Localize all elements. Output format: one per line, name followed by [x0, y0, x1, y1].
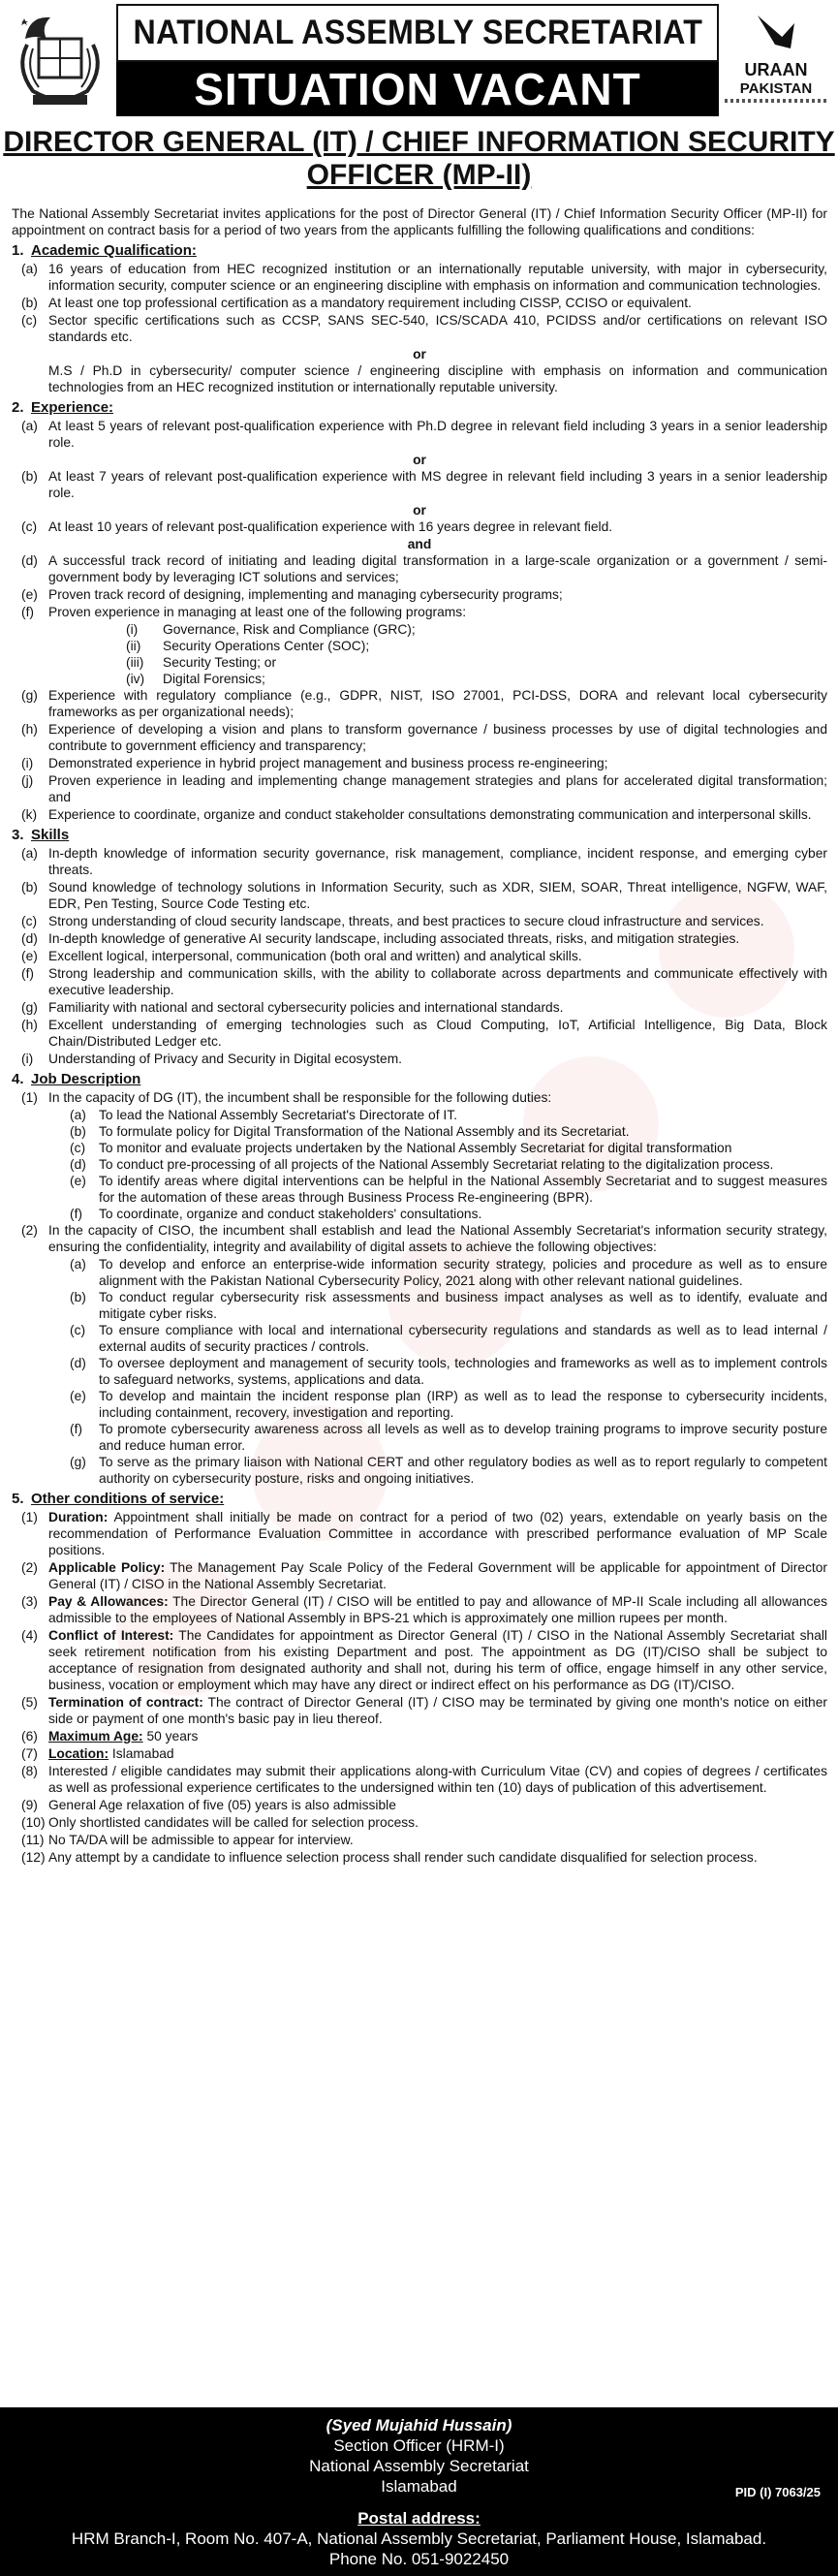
- sub-item-text: To conduct pre-processing of all projects of the National Assembly Secretariat relating to the digitalization process.: [99, 1157, 774, 1172]
- header: [0, 0, 838, 118]
- list-item-text: Strong understanding of cloud security landscape, threats, and best practices to secure cloud infrastructure and services.: [48, 914, 764, 928]
- section-title: Experience:: [31, 399, 114, 416]
- list-item: (e) Proven track record of designing, implementing and managing cybersecurity programs;: [12, 586, 827, 603]
- list-item-text: Proven track record of designing, implementing and managing cybersecurity programs;: [48, 587, 563, 602]
- sub-item-text: To identify areas where digital interventions can be helpful in the National Assembly Secretariat and to suggest measures for the automation of these areas through Business Process Re-engineering (BPR).: [99, 1174, 827, 1205]
- sub-item: (d) To conduct pre-processing of all projects of the National Assembly Secretariat relating to the digitalization process.: [70, 1156, 827, 1173]
- condition-label: Maximum Age:: [48, 1729, 143, 1744]
- list-item-text: In the capacity of CISO, the incumbent shall establish and lead the National Assembly Secretariat's information security strategy, ensuring the confidentiality, integrity and availability of digital assets to achieve the following objectives:: [48, 1223, 827, 1254]
- sub-item: (c) To monitor and evaluate projects undertaken by the National Assembly Secretariat for digital transformation: [70, 1140, 827, 1156]
- list-item: (12) Any attempt by a candidate to influence selection process shall render such candidate disqualified for selection process.: [12, 1849, 827, 1866]
- signatory-city: Islamabad: [381, 2477, 457, 2496]
- address-line: HRM Branch-I, Room No. 407-A, National Assembly Secretariat, Parliament House, Islamabad.: [71, 2529, 767, 2548]
- sub-item-text: To serve as the primary liaison with National CERT and other regulatory bodies as well as to report regularly to competent authority on cybersecurity posture, risks and ongoing initiatives.: [99, 1455, 827, 1486]
- list-item-text: In-depth knowledge of generative AI security landscape, including associated threats, risks, and mitigation strategies.: [48, 931, 740, 946]
- phone-line: Phone No. 051-9022450: [328, 2550, 510, 2568]
- list-item-text: General Age relaxation of five (05) years is also admissible: [48, 1798, 396, 1812]
- list-item-text: Experience to coordinate, organize and conduct stakeholder consultations demonstrating communication and interpersonal skills.: [48, 807, 812, 822]
- list-item: (d) A successful track record of initiating and leading digital transformation in a large-scale organization or a government / semi-government body by leveraging ICT solutions and services;: [21, 553, 827, 584]
- footer-band: [0, 2407, 838, 2576]
- signatory-designation: Section Officer (HRM-I): [333, 2436, 505, 2455]
- list-item-text: Excellent understanding of emerging technologies such as Cloud Computing, IoT, Artificial Intelligence, Big Data, Block Chain/Distributed Ledger etc.: [48, 1018, 827, 1049]
- signature-block: [0, 2415, 838, 2497]
- sub-item-text: To coordinate, organize and conduct stakeholders' consultations.: [99, 1207, 482, 1221]
- list-item: (j) Proven experience in leading and implementing change management strategies and plans for accelerated digital transformation; and: [21, 773, 827, 804]
- sub-item: (d) To oversee deployment and management of security tools, technologies and frameworks as well as to implement controls to safeguard networks, systems, applications and data.: [70, 1356, 827, 1387]
- list-item-text: Excellent logical, interpersonal, communication (both oral and written) and analytical skills.: [48, 949, 582, 963]
- state-emblem-icon: [8, 6, 112, 110]
- list-item-text: Only shortlisted candidates will be called for selection process.: [48, 1815, 419, 1830]
- condition-label: Pay & Allowances:: [48, 1594, 169, 1609]
- sub-item-text: To monitor and evaluate projects undertaken by the National Assembly Secretariat for digital transformation: [99, 1141, 732, 1155]
- postal-label: Postal address:: [357, 2509, 481, 2528]
- list-item: (c) Strong understanding of cloud security landscape, threats, and best practices to secure cloud infrastructure and services.: [12, 913, 827, 929]
- advertisement-body: [12, 205, 827, 1867]
- list-item: (e) Excellent logical, interpersonal, communication (both oral and written) and analytical skills.: [12, 948, 827, 964]
- condition-text: Islamabad: [109, 1746, 174, 1761]
- list-item: (6) Maximum Age: 50 years: [21, 1729, 199, 1744]
- list-item: (5) Termination of contract: The contract of Director General (IT) / CISO may be terminated by giving one month's notice on either side or payment of one month's basic pay in lieu thereof.: [21, 1695, 827, 1726]
- condition-text: The Director General (IT) / CISO will be entitled to pay and allowance of MP-II Scale including all allowances admissible to the employees of National Assembly in BPS-21 which is approximately one million rupees per month.: [48, 1594, 828, 1625]
- list-item-text: Interested / eligible candidates may submit their applications along-with Curriculum Vitae (CV) and copies of degrees / certificates as well as professional experience certificates to the undersigned within ten (10) days of publication of this advertisement.: [48, 1764, 827, 1795]
- list-item-text: Proven experience in managing at least one of the following programs:: [48, 605, 467, 619]
- sub-item-text: To develop and enforce an enterprise-wide information security strategy, policies and procedure as well as to ensure alignment with the Pakistan National Cybersecurity Policy, 2021 along with other relevant national guidelines.: [99, 1257, 827, 1288]
- list-item: (b) At least 7 years of relevant post-qualification experience with MS degree in relevant field including 3 years in a senior leadership role.: [21, 469, 827, 500]
- section-title: Job Description: [31, 1071, 141, 1087]
- or-separator: or: [413, 453, 426, 467]
- list-item: (a) In-depth knowledge of information security governance, risk management, compliance, incident response, and emerging cyber threats.: [21, 846, 827, 877]
- signatory-name: (Syed Mujahid Hussain): [326, 2416, 512, 2435]
- sub-item-text: Security Testing; or: [163, 655, 277, 670]
- list-item-text: Understanding of Privacy and Security in Digital ecosystem.: [48, 1052, 403, 1066]
- section-title: Academic Qualification:: [31, 242, 197, 259]
- list-item: (f) Proven experience in managing at least one of the following programs:: [12, 604, 827, 620]
- list-item-text: Proven experience in leading and implementing change management strategies and plans for accelerated digital transformation; and: [48, 773, 827, 804]
- sub-item: (a) To develop and enforce an enterprise-wide information security strategy, policies and procedure as well as to ensure alignment with the Pakistan National Cybersecurity Policy, 2021 along with other relevant national guidelines.: [70, 1257, 827, 1288]
- sub-item-text: To oversee deployment and management of security tools, technologies and frameworks as well as to implement controls to safeguard networks, systems, applications and data.: [99, 1356, 827, 1387]
- section-heading-job-description: [12, 1071, 827, 1087]
- condition-text: Appointment shall initially be made on contract for a period of two (02) years, extendable on yearly basis on the recommendation of Performance Evaluation Committee in accordance with prescribed performance evaluation of MP Scale positions.: [48, 1510, 827, 1557]
- list-item-text: No TA/DA will be admissible to appear for interview.: [48, 1833, 354, 1847]
- and-separator: and: [407, 537, 432, 551]
- list-item: (1) In the capacity of DG (IT), the incumbent shall be responsible for the following duties:: [12, 1089, 827, 1106]
- sub-item: (e) To identify areas where digital interventions can be helpful in the National Assembly Secretariat and to suggest measures for the automation of these areas through Business Process Re-engineering (BPR).: [70, 1174, 827, 1205]
- list-item-text: Demonstrated experience in hybrid project management and business process re-engineering;: [48, 756, 608, 770]
- org-name-box: [116, 4, 719, 62]
- post-title: DIRECTOR GENERAL (IT) / CHIEF INFORMATION SECURITY OFFICER (MP-II): [3, 126, 835, 191]
- pid-number: PID (I) 7063/25: [734, 2485, 821, 2499]
- sub-item-text: To promote cybersecurity awareness across all levels as well as to develop training programs to improve security posture and reduce human error.: [99, 1422, 827, 1453]
- org-name: NATIONAL ASSEMBLY SECRETARIAT: [133, 14, 702, 51]
- list-item: (h) Excellent understanding of emerging technologies such as Cloud Computing, IoT, Artificial Intelligence, Big Data, Block Chain/Distributed Ledger etc.: [21, 1018, 827, 1049]
- list-item-text: Any attempt by a candidate to influence selection process shall render such candidate disqualified for selection process.: [48, 1850, 758, 1865]
- list-item: (2) Applicable Policy: The Management Pay Scale Policy of the Federal Government will be applicable for appointment of Director General (IT) / CISO in the National Assembly Secretariat.: [21, 1560, 827, 1591]
- sub-item: (f) To promote cybersecurity awareness across all levels as well as to develop training programs to improve security posture and reduce human error.: [70, 1422, 827, 1453]
- list-item: (7) Location: Islamabad: [21, 1746, 174, 1761]
- sub-item-text: Digital Forensics;: [163, 672, 265, 686]
- uraan-line2: PAKISTAN: [739, 80, 813, 97]
- section-heading-other-conditions: [12, 1491, 827, 1507]
- section-number: 2.: [12, 399, 24, 416]
- situation-vacant-banner: [116, 62, 719, 116]
- sub-item: (b) To conduct regular cybersecurity risk assessments and business impact analyses as well as to identify, evaluate and mitigate cyber risks.: [70, 1290, 827, 1321]
- list-item: (1) Duration: Appointment shall initially be made on contract for a period of two (02) years, extendable on yearly basis on the recommendation of Performance Evaluation Committee in accordance with prescribed performance evaluation of MP Scale positions.: [21, 1510, 827, 1557]
- section-heading-skills: [12, 827, 827, 843]
- condition-text: The contract of Director General (IT) / CISO may be terminated by giving one month's notice on either side or payment of one month's basic pay in lieu thereof.: [48, 1695, 827, 1726]
- list-item-text: Familiarity with national and sectoral cybersecurity policies and international standards.: [48, 1000, 564, 1015]
- list-item: (i) Demonstrated experience in hybrid project management and business process re-engineering;: [12, 755, 827, 771]
- list-item-text: At least one top professional certification as a mandatory requirement including CISSP, CCISO or equivalent.: [48, 296, 692, 310]
- sub-item: (c) To ensure compliance with local and international cybersecurity regulations and standards as well as to lead internal / external audits of security practices / controls.: [70, 1323, 827, 1354]
- list-item: (h) Experience of developing a vision and plans to transform governance / business processes by use of digital technologies and contribute to government efficiency and transparency;: [21, 722, 827, 753]
- list-item-text: At least 5 years of relevant post-qualification experience with Ph.D degree in relevant field including 3 years in a senior leadership role.: [48, 419, 827, 450]
- sub-item: (iv) Digital Forensics;: [126, 672, 265, 686]
- list-item: (10) Only shortlisted candidates will be called for selection process.: [12, 1814, 827, 1831]
- list-item-text: Sector specific certifications such as CCSP, SANS SEC-540, ICS/SCADA 410, PCIDSS and/or certifications on relevant ISO standards etc.: [48, 313, 827, 344]
- sub-item-text: To formulate policy for Digital Transformation of the National Assembly and its Secretariat.: [99, 1124, 630, 1139]
- section-title: Other conditions of service:: [31, 1491, 225, 1507]
- condition-label: Applicable Policy:: [48, 1560, 166, 1575]
- list-item: (b) At least one top professional certification as a mandatory requirement including CISSP, CCISO or equivalent.: [12, 295, 827, 311]
- postal-address: [0, 2508, 838, 2569]
- section-number: 1.: [12, 242, 24, 259]
- list-item-text: Experience with regulatory compliance (e.g., GDPR, NIST, ISO 27001, PCI-DSS, DORA and relevant local cybersecurity frameworks as per organizational needs);: [48, 688, 827, 719]
- list-item: (k) Experience to coordinate, organize and conduct stakeholder consultations demonstrating communication and interpersonal skills.: [12, 806, 827, 823]
- list-item: (c) Sector specific certifications such as CCSP, SANS SEC-540, ICS/SCADA 410, PCIDSS and/or certifications on relevant ISO standards etc.: [21, 313, 827, 344]
- list-item-text: At least 7 years of relevant post-qualification experience with MS degree in relevant field including 3 years in a senior leadership role.: [48, 469, 827, 500]
- list-item: (g) Familiarity with national and sectoral cybersecurity policies and international standards.: [12, 999, 827, 1016]
- list-item-text: At least 10 years of relevant post-qualification experience with 16 years degree in relevant field.: [48, 519, 613, 534]
- list-item-text: In-depth knowledge of information security governance, risk management, compliance, incident response, and emerging cyber threats.: [48, 846, 827, 877]
- signatory-org: National Assembly Secretariat: [309, 2457, 529, 2475]
- sub-item-text: Security Operations Center (SOC);: [163, 639, 370, 653]
- list-item: (a) 16 years of education from HEC recognized institution or an internationally reputable university, with major in cybersecurity, information security, computer science or an engineering discipline with emphasis on information and communication technologies.: [21, 262, 827, 293]
- list-item-text: In the capacity of DG (IT), the incumbent shall be responsible for the following duties:: [48, 1090, 552, 1105]
- list-item: (2) In the capacity of CISO, the incumbent shall establish and lead the National Assembly Secretariat's information security strategy, ensuring the confidentiality, integrity and availability of digital assets to achieve the following objectives:: [21, 1223, 827, 1254]
- list-item: (i) Understanding of Privacy and Security in Digital ecosystem.: [12, 1051, 827, 1067]
- list-item-text: Experience of developing a vision and plans to transform governance / business processes by use of digital technologies and contribute to government efficiency and transparency;: [48, 722, 827, 753]
- sub-item: (e) To develop and maintain the incident response plan (IRP) as well as to lead the response to cybersecurity incidents, including containment, recovery, investigation and reporting.: [70, 1389, 827, 1420]
- list-item: (4) Conflict of Interest: The Candidates for appointment as Director General (IT) / CISO in the National Assembly Secretariat shall seek retirement notification from his existing Department and post. The appointment as DG (IT)/CISO shall be subject to acceptance of resignation from designated authority and shall not, during his term of office, engage himself in any other service, business, vocation or employment which may have any direct or indirect effect on his performance as DG (IT)/CISO.: [21, 1628, 827, 1692]
- uraan-line1: URAAN: [744, 60, 808, 79]
- sub-item-text: To conduct regular cybersecurity risk assessments and business impact analyses as well as to identify, evaluate and mitigate cyber risks.: [99, 1290, 827, 1321]
- condition-text: The Candidates for appointment as Director General (IT) / CISO in the National Assembly Secretariat shall seek retirement notification from his existing Department and post. The appointment as DG (IT)/CISO shall be subject to acceptance of resignation from designated authority and shall not, during his term of office, engage himself in any other service, business, vocation or employment which may have any direct or indirect effect on his performance as DG (IT)/CISO.: [48, 1628, 827, 1692]
- list-item-text: M.S / Ph.D in cybersecurity/ computer science / engineering discipline with emphasis on information and communication technologies from an HEC recognized institution or internationally reputable university.: [48, 363, 827, 394]
- list-item: [12, 362, 827, 395]
- list-item: (d) In-depth knowledge of generative AI security landscape, including associated threats, risks, and mitigation strategies.: [12, 930, 827, 947]
- sub-item-text: To ensure compliance with local and international cybersecurity regulations and standards as well as to lead internal / external audits of security practices / controls.: [99, 1323, 827, 1354]
- condition-text: The Management Pay Scale Policy of the Federal Government will be applicable for appointment of Director General (IT) / CISO in the National Assembly Secretariat.: [48, 1560, 827, 1591]
- sub-item: (b) To formulate policy for Digital Transformation of the National Assembly and its Secretariat.: [70, 1123, 827, 1140]
- list-item-text: Sound knowledge of technology solutions in Information Security, such as XDR, SIEM, SOAR, Threat intelligence, NGFW, WAF, EDR, Pen Testing, Source Code Testing etc.: [48, 880, 827, 911]
- list-item: (b) Sound knowledge of technology solutions in Information Security, such as XDR, SIEM, SOAR, Threat intelligence, NGFW, WAF, EDR, Pen Testing, Source Code Testing etc.: [21, 880, 827, 911]
- condition-label: Location:: [48, 1746, 109, 1761]
- list-item: (8) Interested / eligible candidates may submit their applications along-with Curriculum Vitae (CV) and copies of degrees / certificates as well as professional experience certificates to the undersigned within ten (10) days of publication of this advertisement.: [21, 1764, 827, 1795]
- list-item-text: Strong leadership and communication skills, with the ability to collaborate across departments and communicate effectively with executive leadership.: [48, 966, 827, 997]
- or-separator: or: [413, 503, 426, 518]
- condition-label: Conflict of Interest:: [48, 1628, 174, 1643]
- list-item-text: A successful track record of initiating and leading digital transformation in a large-scale organization or a government / semi-government body by leveraging ICT solutions and services;: [48, 553, 827, 584]
- list-item: (3) Pay & Allowances: The Director General (IT) / CISO will be entitled to pay and allowance of MP-II Scale including all allowances admissible to the employees of National Assembly in BPS-21 which is approximately one million rupees per month.: [21, 1594, 828, 1625]
- uraan-pakistan-logo-icon: [719, 6, 833, 110]
- intro-paragraph: The National Assembly Secretariat invites applications for the post of Director General (IT) / Chief Information Security Officer (MP-II) for appointment on contract basis for a period of two years from the applicants fulfilling the following qualifications and conditions:: [12, 206, 827, 237]
- sub-item: (g) To serve as the primary liaison with National CERT and other regulatory bodies as well as to report regularly to competent authority on cybersecurity posture, risks and ongoing initiatives.: [70, 1455, 827, 1486]
- list-item: (g) Experience with regulatory compliance (e.g., GDPR, NIST, ISO 27001, PCI-DSS, DORA and relevant local cybersecurity frameworks as per organizational needs);: [21, 688, 827, 719]
- section-number: 4.: [12, 1071, 24, 1087]
- sub-item: (i) Governance, Risk and Compliance (GRC);: [126, 622, 416, 637]
- section-heading-qualification: [12, 242, 827, 259]
- list-item: (c) At least 10 years of relevant post-qualification experience with 16 years degree in relevant field.: [12, 518, 827, 535]
- sub-item-text: Governance, Risk and Compliance (GRC);: [163, 622, 416, 637]
- list-item: (11) No TA/DA will be admissible to appear for interview.: [12, 1832, 827, 1848]
- sub-item: (a) To lead the National Assembly Secretariat's Directorate of IT.: [70, 1107, 827, 1123]
- section-title: Skills: [31, 827, 70, 843]
- section-heading-experience: [12, 399, 827, 416]
- list-item: (a) At least 5 years of relevant post-qualification experience with Ph.D degree in relevant field including 3 years in a senior leadership role.: [21, 419, 827, 450]
- or-separator: or: [413, 347, 426, 361]
- list-item: (f) Strong leadership and communication skills, with the ability to collaborate across departments and communicate effectively with executive leadership.: [21, 966, 827, 997]
- sub-item-text: To lead the National Assembly Secretariat's Directorate of IT.: [99, 1108, 457, 1122]
- section-number: 5.: [12, 1491, 24, 1507]
- condition-label: Termination of contract:: [48, 1695, 203, 1710]
- condition-text: 50 years: [142, 1729, 199, 1744]
- list-item: (9) General Age relaxation of five (05) years is also admissible: [12, 1797, 827, 1813]
- condition-label: Duration:: [48, 1510, 109, 1524]
- sub-item: (ii) Security Operations Center (SOC);: [126, 639, 370, 653]
- list-item-text: 16 years of education from HEC recognized institution or an internationally reputable university, with major in cybersecurity, information security, computer science or an engineering discipline with emphasis on information and communication technologies.: [48, 262, 827, 293]
- sub-item: (iii) Security Testing; or: [126, 655, 277, 670]
- sub-item: (f) To coordinate, organize and conduct stakeholders' consultations.: [70, 1206, 827, 1222]
- section-number: 3.: [12, 827, 24, 843]
- sub-item-text: To develop and maintain the incident response plan (IRP) as well as to lead the response to cybersecurity incidents, including containment, recovery, investigation and reporting.: [99, 1389, 827, 1420]
- banner-text: SITUATION VACANT: [194, 64, 641, 114]
